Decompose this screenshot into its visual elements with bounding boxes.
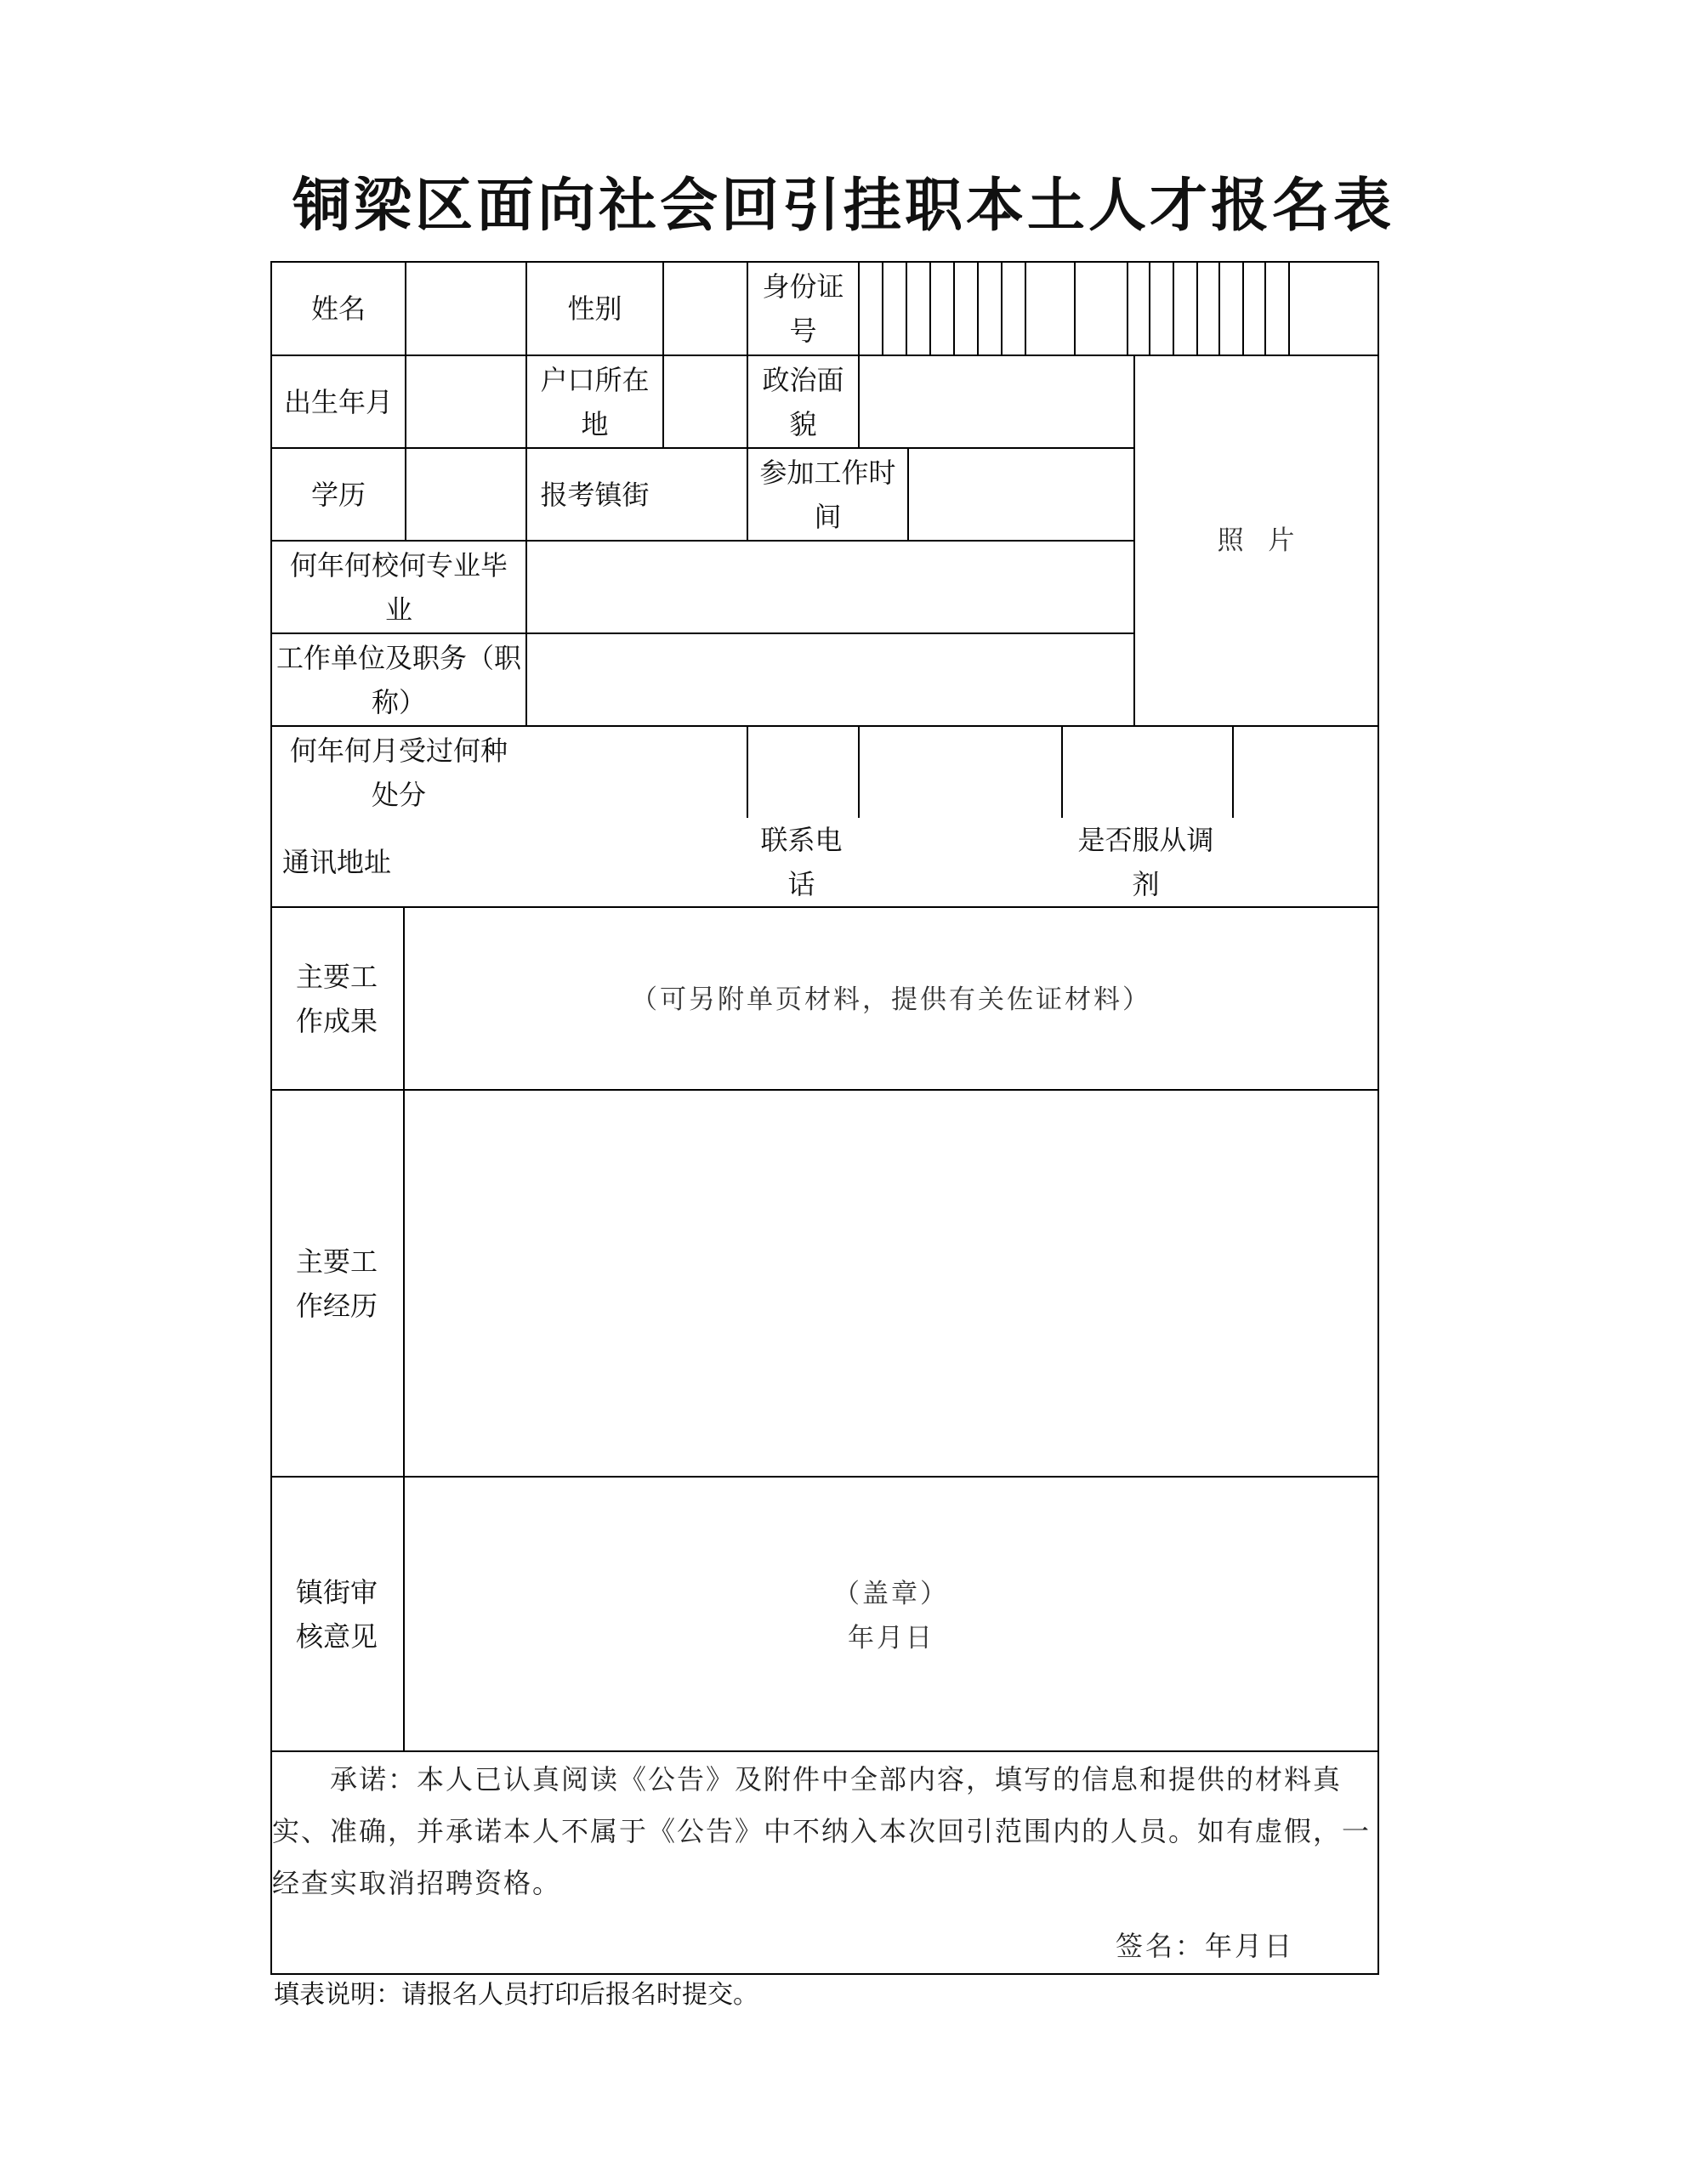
town-label: 报考镇街 bbox=[540, 478, 650, 511]
photo-label: 照 片 bbox=[1217, 525, 1298, 556]
education-label: 学历 bbox=[310, 478, 366, 511]
obey-transfer-field[interactable] bbox=[1232, 818, 1377, 906]
experience-label: 主要工作经历 bbox=[295, 1245, 378, 1322]
birth-label: 出生年月 bbox=[283, 385, 393, 418]
phone-label: 联系电话 bbox=[760, 824, 843, 900]
pledge-text: 承诺：本人已认真阅读《公告》及附件中全部内容，填写的信息和提供的材料真实、准确，并承诺本人不属于《公告》中不纳入本次回引范围内的人员。如有虚假，一经查实取消招聘资格。 bbox=[272, 1763, 1372, 1899]
name-label: 姓名 bbox=[310, 292, 366, 325]
stamp-text: （盖章） bbox=[833, 1578, 949, 1609]
id-number-label: 身份证号 bbox=[762, 270, 844, 347]
graduation-label: 何年何校何专业毕业 bbox=[289, 548, 508, 626]
work-start-label: 参加工作时间 bbox=[759, 456, 896, 533]
experience-field[interactable] bbox=[405, 1091, 1377, 1476]
review-field[interactable] bbox=[405, 1478, 1377, 1750]
gender-label: 性别 bbox=[567, 292, 622, 325]
employer-label: 工作单位及职务（职称） bbox=[275, 641, 521, 718]
review-date: 年月日 bbox=[848, 1622, 934, 1654]
hukou-label: 户口所在地 bbox=[540, 363, 650, 440]
achievements-hint: （可另附单页材料，提供有关佐证材料） bbox=[631, 984, 1151, 1015]
review-label: 镇街审核意见 bbox=[295, 1575, 378, 1653]
obey-transfer-label: 是否服从调剂 bbox=[1077, 824, 1214, 900]
achievements-field[interactable] bbox=[405, 908, 1377, 1089]
political-label: 政治面貌 bbox=[762, 363, 844, 440]
footnote: 填表说明：请报名人员打印后报名时提交。 bbox=[274, 1980, 758, 2010]
discipline-label: 何年何月受过何种处分 bbox=[289, 734, 508, 811]
registration-form-rows bbox=[270, 261, 1379, 1975]
address-field[interactable] bbox=[405, 818, 745, 906]
phone-field[interactable] bbox=[858, 818, 1059, 906]
achievements-label: 主要工作成果 bbox=[295, 960, 378, 1037]
page-title: 铜梁区面向社会回引挂职本土人才报名表 bbox=[292, 173, 1394, 240]
address-label: 通讯地址 bbox=[281, 846, 391, 878]
signature-line: 签名：年月日 bbox=[1115, 1930, 1294, 1962]
